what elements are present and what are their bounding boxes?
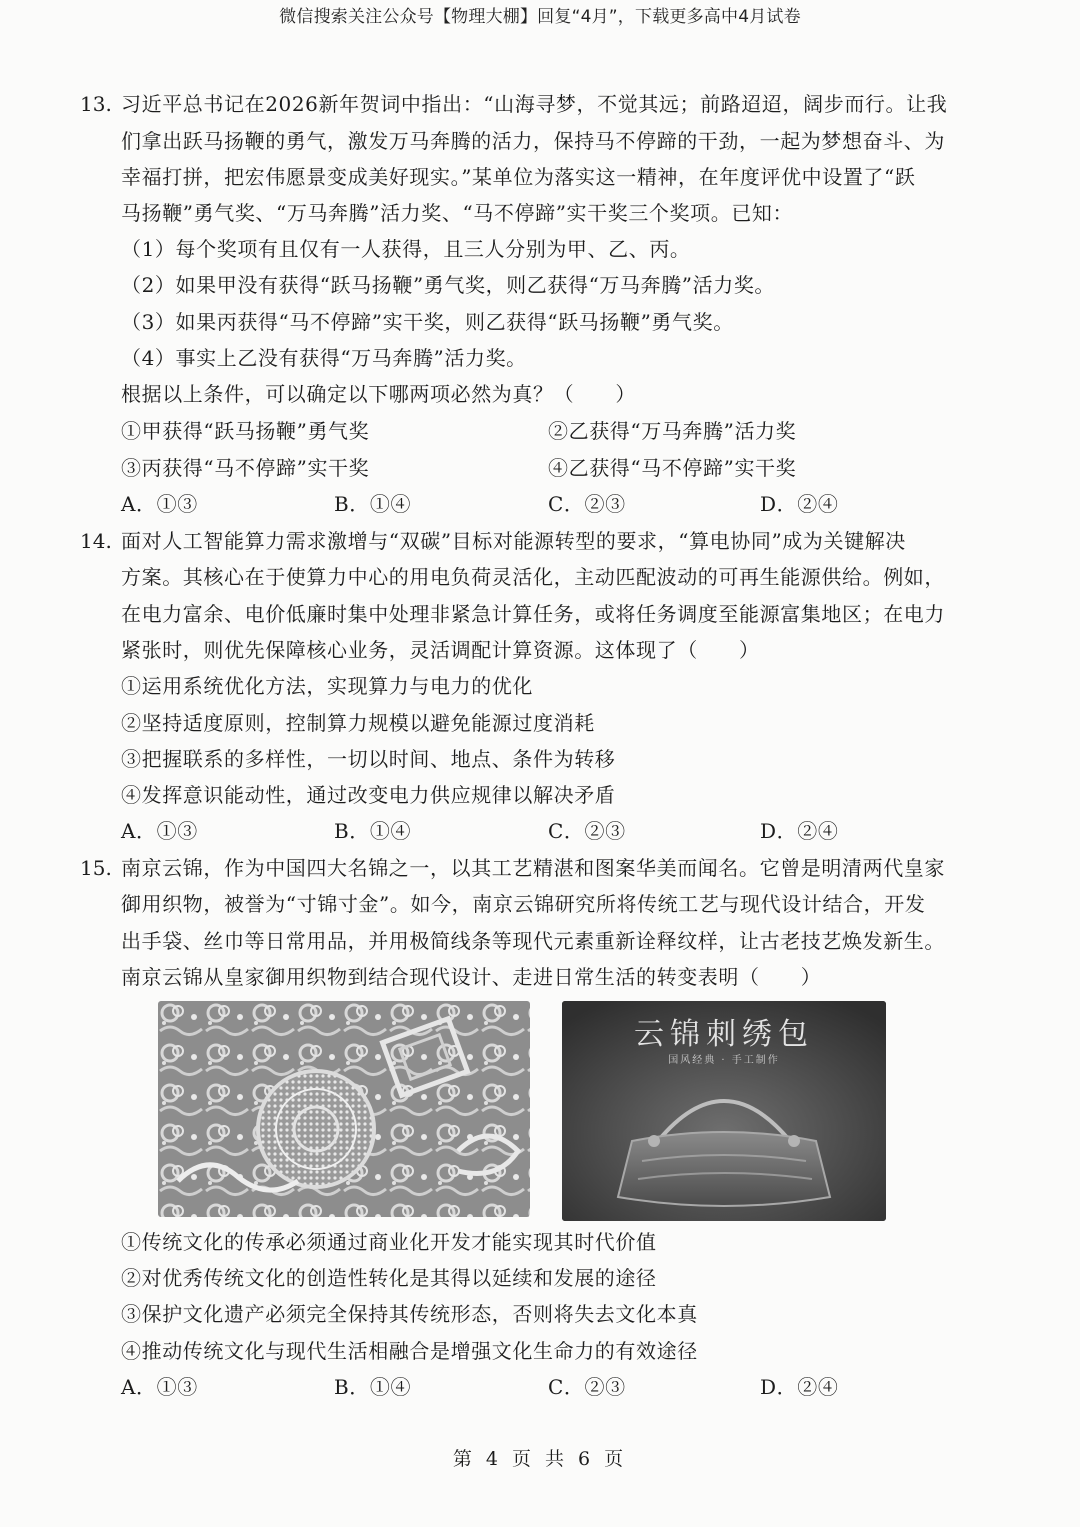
question-text-line: 面对人工智能算力需求激增与“双碳”目标对能源转型的要求，“算电协同”成为关键解决 (121, 529, 906, 553)
choice-b: B．①④ (334, 492, 412, 516)
statement-3: ③把握联系的多样性，一切以时间、地点、条件为转移 (121, 747, 616, 771)
question-text-line: 习近平总书记在2026新年贺词中指出：“山海寻梦，不觉其远；前路迢迢，阔步而行。让我 (121, 92, 948, 116)
choice-a: A．①③ (121, 1375, 198, 1399)
statement-1: ①甲获得“跃马扬鞭”勇气奖 (121, 419, 370, 443)
bag-image-title: 云锦刺绣包 (634, 1017, 814, 1052)
choice-c: C．②③ (548, 1375, 626, 1399)
choice-b: B．①④ (334, 819, 412, 843)
download-watermark: 微信搜索关注公众号【物理大棚】回复“4月”，下载更多高中4月试卷 (279, 7, 801, 27)
condition-line: （1）每个奖项有且仅有一人获得，且三人分别为甲、乙、丙。 (121, 237, 691, 261)
question-prompt: 根据以上条件，可以确定以下哪两项必然为真？（ ） (121, 382, 636, 406)
brocade-pattern-image (158, 1001, 530, 1217)
statement-1: ①传统文化的传承必须通过商业化开发才能实现其时代价值 (121, 1230, 657, 1254)
question-number: 14. (80, 529, 112, 553)
statement-4: ④乙获得“马不停蹄”实干奖 (548, 456, 797, 480)
brocade-bag-image (562, 1001, 886, 1221)
choice-d: D．②④ (760, 492, 839, 516)
condition-line: （4）事实上乙没有获得“万马奔腾”活力奖。 (121, 346, 527, 370)
statement-3: ③丙获得“马不停蹄”实干奖 (121, 456, 370, 480)
choice-d: D．②④ (760, 1375, 839, 1399)
statement-1: ①运用系统优化方法，实现算力与电力的优化 (121, 674, 533, 698)
statement-4: ④发挥意识能动性，通过改变电力供应规律以解决矛盾 (121, 783, 616, 807)
question-text-line: 南京云锦，作为中国四大名锦之一，以其工艺精湛和图案华美而闻名。它曾是明清两代皇家 (121, 856, 945, 880)
question-text-line: 幸福打拼，把宏伟愿景变成美好现实。”某单位为落实这一精神，在年度评优中设置了“跃 (121, 165, 916, 189)
question-text-line: 御用织物，被誉为“寸锦寸金”。如今，南京云锦研究所将传统工艺与现代设计结合，开发 (121, 892, 926, 916)
choice-c: C．②③ (548, 819, 626, 843)
choice-b: B．①④ (334, 1375, 412, 1399)
question-text-line: 们拿出跃马扬鞭的勇气，激发万马奔腾的活力，保持马不停蹄的干劲，一起为梦想奋斗、为 (121, 129, 945, 153)
question-text-line: 出手袋、丝巾等日常用品，并用极简线条等现代元素重新诠释纹样，让古老技艺焕发新生。 (121, 929, 945, 953)
bag-image-subtitle: 国风经典 · 手工制作 (668, 1055, 780, 1066)
statement-2: ②坚持适度原则，控制算力规模以避免能源过度消耗 (121, 711, 595, 735)
question-number: 13. (80, 92, 112, 116)
question-text-line: 南京云锦从皇家御用织物到结合现代设计、走进日常生活的转变表明（ ） (121, 965, 822, 989)
choice-a: A．①③ (121, 819, 198, 843)
condition-line: （2）如果甲没有获得“跃马扬鞭”勇气奖，则乙获得“万马奔腾”活力奖。 (121, 273, 776, 297)
statement-4: ④推动传统文化与现代生活相融合是增强文化生命力的有效途径 (121, 1339, 698, 1363)
question-text-line: 方案。其核心在于使算力中心的用电负荷灵活化，主动匹配波动的可再生能源供给。例如， (121, 565, 945, 589)
choice-d: D．②④ (760, 819, 839, 843)
question-text-line: 马扬鞭”勇气奖、“万马奔腾”活力奖、“马不停蹄”实干奖三个奖项。已知： (121, 201, 794, 225)
choice-c: C．②③ (548, 492, 626, 516)
statement-2: ②对优秀传统文化的创造性转化是其得以延续和发展的途径 (121, 1266, 657, 1290)
question-number: 15. (80, 856, 112, 880)
page-number: 第 4 页 共 6 页 (452, 1448, 628, 1470)
question-text-line: 在电力富余、电价低廉时集中处理非紧急计算任务，或将任务调度至能源富集地区；在电力 (121, 602, 945, 626)
statement-3: ③保护文化遗产必须完全保持其传统形态，否则将失去文化本真 (121, 1302, 698, 1326)
choice-a: A．①③ (121, 492, 198, 516)
condition-line: （3）如果丙获得“马不停蹄”实干奖，则乙获得“跃马扬鞭”勇气奖。 (121, 310, 734, 334)
statement-2: ②乙获得“万马奔腾”活力奖 (548, 419, 797, 443)
question-text-line: 紧张时，则优先保障核心业务，灵活调配计算资源。这体现了（ ） (121, 638, 760, 662)
